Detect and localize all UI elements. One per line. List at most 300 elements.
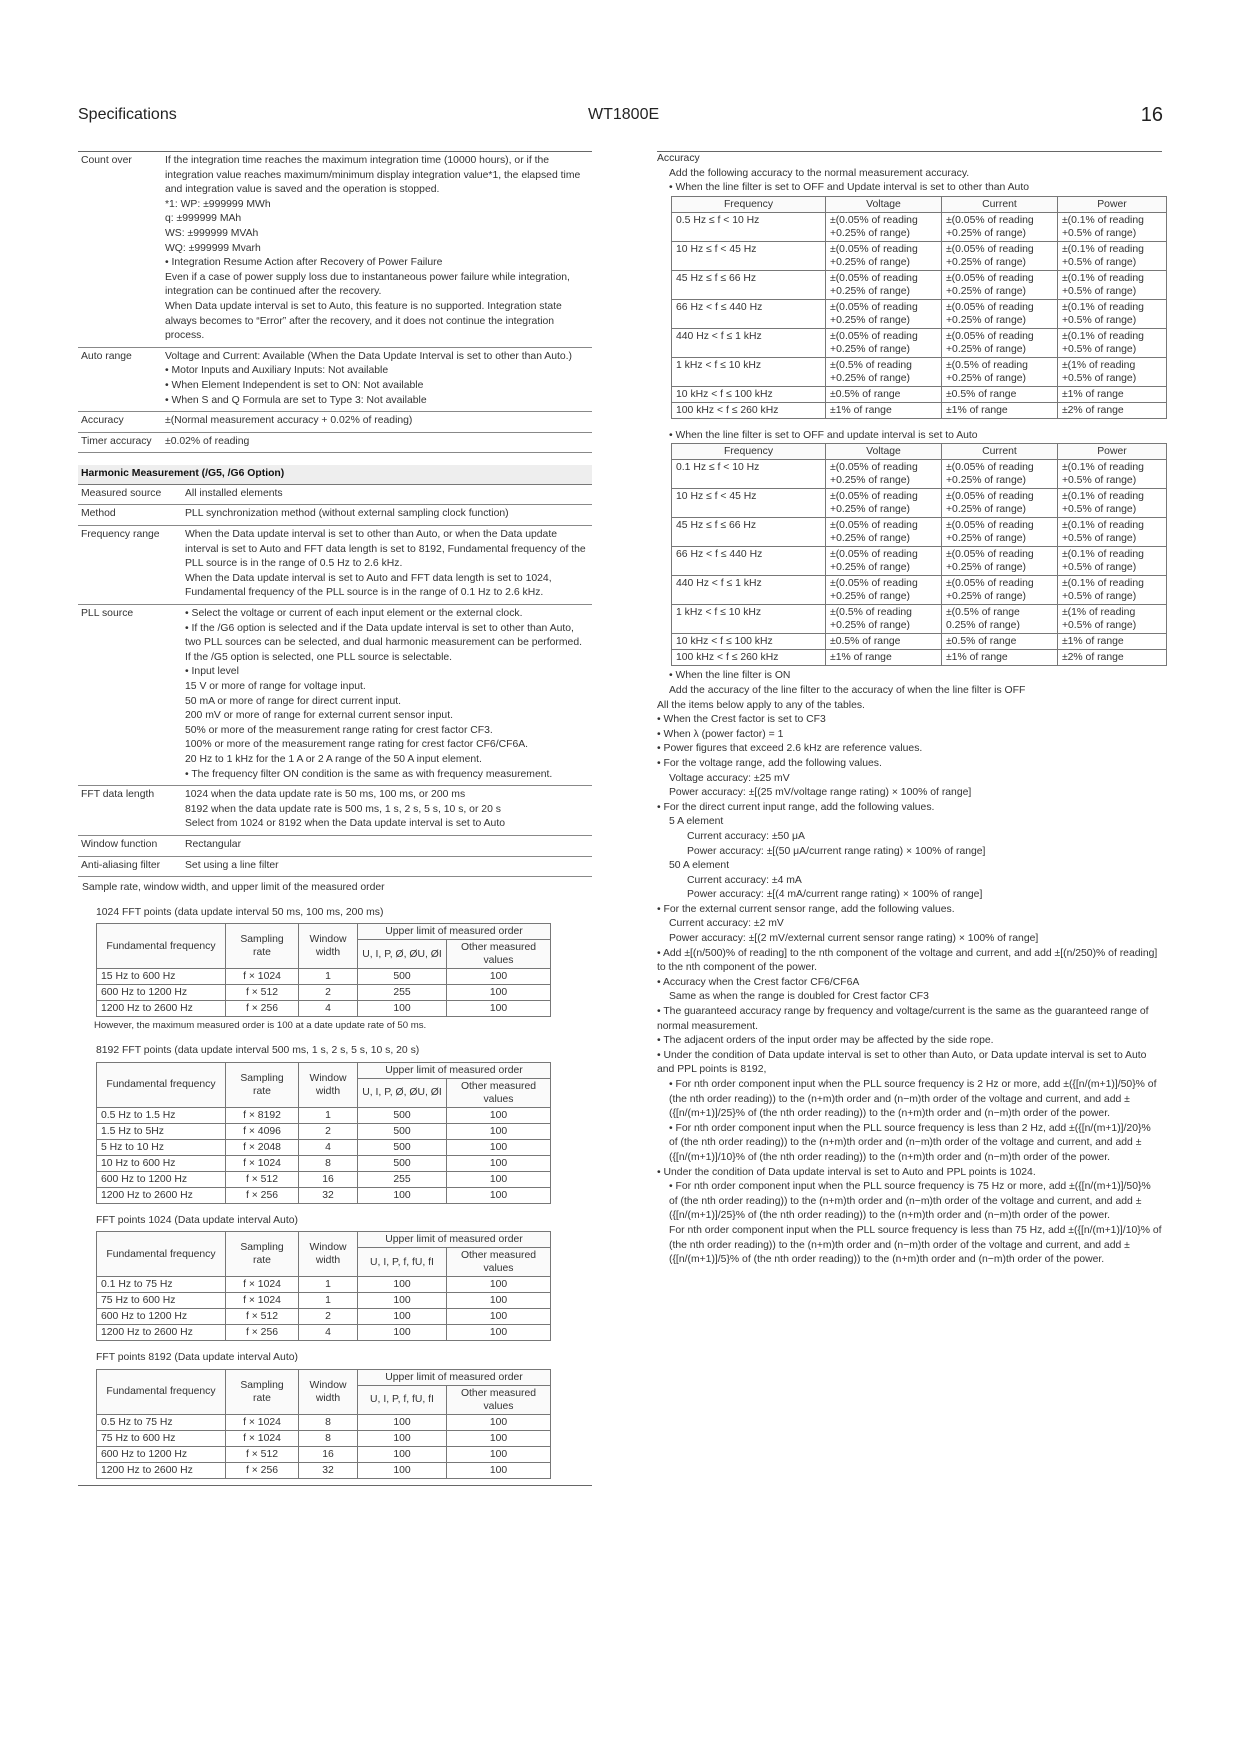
fft-cell: f × 256 (226, 1001, 299, 1017)
fft-table-caption: FFT points 1024 (Data update interval Auto) (96, 1214, 298, 1226)
fft-cell: 600 Hz to 1200 Hz (97, 985, 226, 1001)
accuracy-note: • For nth order component input when the PLL source frequency is 75 Hz or more, add ±({[n/(m+1)]/50}% of (the nth order reading)) to the (n+m)th order and (n−m)th order of the voltage and current, and add ±({[n/(m+1)]/25}% of (the nth order reading)) to the (n+m)th order and (n−m)th order of the power. (669, 1181, 1151, 1222)
fft-cell: 5 Hz to 10 Hz (97, 1139, 226, 1155)
fft-cell: f × 8192 (226, 1107, 299, 1123)
accuracy-cell: ±(0.05% of reading +0.25% of range) (941, 489, 1057, 518)
accuracy-row (672, 460, 1167, 489)
accuracy-cell: ±(0.1% of reading +0.5% of range) (1057, 547, 1166, 576)
accuracy-cell: ±(0.05% of reading +0.25% of range) (826, 299, 942, 328)
fft-cell: 0.1 Hz to 75 Hz (97, 1277, 226, 1293)
accuracy-header-row (672, 444, 1167, 460)
fft-cell: 8 (299, 1155, 358, 1171)
accuracy-cell: ±0.5% of range (826, 634, 942, 650)
accuracy-cell: ±(0.05% of reading +0.25% of range) (826, 518, 942, 547)
integration-key: Auto range (78, 347, 162, 411)
integration-key: Timer accuracy (78, 432, 162, 453)
fft-header-row (97, 1062, 551, 1078)
accuracy-note: • For nth order component input when the PLL source frequency is less than 2 Hz, add ±({[n/(m+1)]/20}% of (the nth order reading)) to the (n+m)th order and (n−m)th order of the voltage and current, and add ±({[n/(m+1)]/10}% of (the nth order reading)) to the (n+m)th order and (n−m)th order of the power. (669, 1122, 1151, 1163)
accuracy-cell: 10 kHz < f ≤ 100 kHz (672, 386, 826, 402)
fft-table-row (97, 1462, 551, 1478)
accuracy-note: 5 A element (669, 816, 724, 828)
accuracy-cell: ±(0.1% of reading +0.5% of range) (1057, 212, 1166, 241)
accuracy-note: • For nth order component input when the PLL source frequency is 2 Hz or more, add ±({[n/(m+1)]/50}% of (the nth order reading)) to the (n+m)th order and (n−m)th order of the voltage and current, and add ±({[n/(m+1)]/25}% of (the nth order reading)) to the (n+m)th order and (n−m)th order of the power. (669, 1079, 1157, 1120)
fft-cell: 100 (447, 1446, 551, 1462)
fft-cell: 16 (299, 1171, 358, 1187)
accuracy-cell: 66 Hz < f ≤ 440 Hz (672, 547, 826, 576)
accuracy-note: All the items below apply to any of the tables. (657, 699, 865, 711)
fft-cell: f × 1024 (226, 1293, 299, 1309)
fft-header-frequency: Fundamental frequency (97, 1369, 226, 1414)
accuracy-cell: ±(0.05% of reading +0.25% of range) (941, 328, 1057, 357)
accuracy-note: Power accuracy: ±[(50 μA/current range rating) × 100% of range] (687, 845, 986, 857)
accuracy-cell: ±(0.1% of reading +0.5% of range) (1057, 328, 1166, 357)
accuracy-row (672, 357, 1167, 386)
fft-cell: 100 (358, 1325, 447, 1341)
fft-cell: f × 256 (226, 1462, 299, 1478)
fft-cell: 100 (447, 1123, 551, 1139)
fft-cell: 100 (358, 1293, 447, 1309)
fft-cell: f × 512 (226, 1446, 299, 1462)
fft-cell: 100 (447, 1155, 551, 1171)
accuracy-note: For nth order component input when the PLL source frequency is less than 75 Hz, add ±({[n/(m+1)]/10}% of (the nth order reading)) to the (n+m)th order and (n−m)th order of the voltage and current, and add ±({[n/(m+1)]/5}% of (the nth order reading)) to the (n+m)th order and (n−m)th order of the power. (669, 1224, 1162, 1266)
fft-cell: 0.5 Hz to 1.5 Hz (97, 1107, 226, 1123)
accuracy-cell: 10 Hz ≤ f < 45 Hz (672, 489, 826, 518)
fft-cell: 100 (447, 1139, 551, 1155)
fft-cell: 2 (299, 985, 358, 1001)
harmonic-value: Rectangular (182, 835, 592, 856)
fft-table-row (97, 1139, 551, 1155)
fft-header-row (97, 1369, 551, 1385)
accuracy-cell: 1 kHz < f ≤ 10 kHz (672, 357, 826, 386)
accuracy-row (672, 270, 1167, 299)
fft-cell: 15 Hz to 600 Hz (97, 969, 226, 985)
accuracy-cell: ±(0.1% of reading +0.5% of range) (1057, 489, 1166, 518)
fft-table (96, 923, 551, 1017)
fft-table-row (97, 1001, 551, 1017)
accuracy-cell: ±2% of range (1057, 650, 1166, 666)
accuracy-cell: ±(0.5% of range 0.25% of range) (941, 605, 1057, 634)
fft-cell: 32 (299, 1462, 358, 1478)
integration-row (78, 412, 592, 433)
fft-cell: f × 256 (226, 1187, 299, 1203)
accuracy-notes (657, 669, 1162, 1267)
accuracy-cell: 45 Hz ≤ f ≤ 66 Hz (672, 270, 826, 299)
accuracy-cell: ±(0.05% of reading +0.25% of range) (941, 270, 1057, 299)
accuracy-cell: ±1% of range (941, 402, 1057, 418)
accuracy-cell: ±(0.05% of reading +0.25% of range) (941, 460, 1057, 489)
accuracy-cell: ±(0.1% of reading +0.5% of range) (1057, 460, 1166, 489)
accuracy-note: • Power figures that exceed 2.6 kHz are reference values. (657, 743, 923, 755)
fft-cell: 100 (447, 1277, 551, 1293)
accuracy-row (672, 547, 1167, 576)
fft-table-note: However, the maximum measured order is 100 at a date update rate of 50 ms. (94, 1020, 427, 1032)
accuracy-cell: 10 kHz < f ≤ 100 kHz (672, 634, 826, 650)
harmonic-value: PLL synchronization method (without external sampling clock function) (182, 505, 592, 526)
accuracy-header-cell: Voltage (826, 444, 942, 460)
fft-header-window-width: Window width (299, 1062, 358, 1107)
accuracy-cell: ±0.5% of range (941, 634, 1057, 650)
accuracy-cell: 100 kHz < f ≤ 260 kHz (672, 650, 826, 666)
accuracy-row (672, 634, 1167, 650)
fft-table-row (97, 1277, 551, 1293)
accuracy-header-cell: Frequency (672, 196, 826, 212)
fft-cell: 0.5 Hz to 75 Hz (97, 1414, 226, 1430)
fft-table-row (97, 1123, 551, 1139)
integration-key: Count over (78, 152, 162, 347)
fft-cell: 100 (447, 985, 551, 1001)
fft-cell: 500 (358, 1123, 447, 1139)
fft-table-row (97, 1187, 551, 1203)
fft-cell: 2 (299, 1309, 358, 1325)
accuracy-cell: ±(0.1% of reading +0.5% of range) (1057, 270, 1166, 299)
fft-cell: f × 1024 (226, 1155, 299, 1171)
accuracy-cell: ±1% of range (941, 650, 1057, 666)
fft-cell: 32 (299, 1187, 358, 1203)
accuracy-cell: 45 Hz ≤ f ≤ 66 Hz (672, 518, 826, 547)
fft-table (96, 1062, 551, 1204)
integration-value: ±(Normal measurement accuracy + 0.02% of reading) (162, 412, 592, 433)
harmonic-key: Anti-aliasing filter (78, 856, 182, 877)
fft-cell: f × 1024 (226, 1277, 299, 1293)
accuracy-cell: ±(0.5% of reading +0.25% of range) (826, 605, 942, 634)
accuracy-table2-caption: • When the line filter is set to OFF and update interval is set to Auto (669, 429, 978, 441)
fft-header-other: Other measured values (447, 1385, 551, 1414)
harmonic-spec-table (78, 485, 592, 877)
fft-cell: 1200 Hz to 2600 Hz (97, 1325, 226, 1341)
fft-header-upper-limit: Upper limit of measured order (358, 1062, 551, 1078)
fft-header-sampling-rate: Sampling rate (226, 1062, 299, 1107)
left-column (78, 152, 592, 1486)
harmonic-key: PLL source (78, 605, 182, 786)
fft-cell: 100 (447, 1325, 551, 1341)
accuracy-cell: ±0.5% of range (941, 386, 1057, 402)
fft-cell: f × 1024 (226, 1430, 299, 1446)
fft-cell: 1 (299, 1277, 358, 1293)
accuracy-cell: 100 kHz < f ≤ 260 kHz (672, 402, 826, 418)
accuracy-cell: ±(0.5% of reading +0.25% of range) (826, 357, 942, 386)
accuracy-note: • When the Crest factor is set to CF3 (657, 714, 826, 726)
fft-cell: 8 (299, 1430, 358, 1446)
fft-cell: 100 (447, 1430, 551, 1446)
accuracy-cell: ±1% of range (826, 402, 942, 418)
fft-cell: 500 (358, 1107, 447, 1123)
harmonic-key: Measured source (78, 485, 182, 505)
accuracy-cell: ±(0.05% of reading +0.25% of range) (826, 270, 942, 299)
fft-cell: f × 512 (226, 985, 299, 1001)
accuracy-note: • For the external current sensor range, add the following values. (657, 903, 955, 915)
accuracy-header-cell: Voltage (826, 196, 942, 212)
fft-cell: 100 (358, 1277, 447, 1293)
accuracy-cell: ±(0.1% of reading +0.5% of range) (1057, 241, 1166, 270)
fft-cell: f × 4096 (226, 1123, 299, 1139)
fft-table-row (97, 1293, 551, 1309)
harmonic-row (78, 835, 592, 856)
harmonic-row (78, 605, 592, 786)
fft-cell: 255 (358, 1171, 447, 1187)
fft-header-upper-limit: Upper limit of measured order (358, 1369, 551, 1385)
fft-cell: 1 (299, 1107, 358, 1123)
accuracy-cell: ±(0.1% of reading +0.5% of range) (1057, 576, 1166, 605)
accuracy-header-row (672, 196, 1167, 212)
fft-cell: 100 (447, 1309, 551, 1325)
sample-rate-intro: Sample rate, window width, and upper limit of the measured order (82, 882, 385, 894)
fft-cell: 600 Hz to 1200 Hz (97, 1171, 226, 1187)
fft-header-sampling-rate: Sampling rate (226, 1232, 299, 1277)
fft-header-sampling-rate: Sampling rate (226, 924, 299, 969)
harmonic-value: • Select the voltage or current of each input element or the external clock. • If the /G6 option is selected and if the Data update interval is set to other than Auto, two PLL sources can be selected, and dual harmonic measurement can be performed. If the /G5 option is selected, one PLL source is selectable. • Input level 15 V or more of range for voltage input. 50 mA or more of range for direct current input. 200 mV or more of range for external current sensor input. 50% or more of the measurement range rating for crest factor CF3. 100% or more of the measurement range rating for crest factor CF6/CF6A. 20 Hz to 1 kHz for the 1 A or 2 A range of the 50 A input element. • The frequency filter ON condition is the same as with frequency measurement. (182, 605, 592, 786)
accuracy-cell: ±1% of range (1057, 386, 1166, 402)
harmonic-key: Method (78, 505, 182, 526)
accuracy-row (672, 299, 1167, 328)
accuracy-note: Power accuracy: ±[(25 mV/voltage range rating) × 100% of range] (669, 787, 972, 799)
fft-cell: f × 1024 (226, 969, 299, 985)
fft-cell: 4 (299, 1325, 358, 1341)
accuracy-cell: 1 kHz < f ≤ 10 kHz (672, 605, 826, 634)
accuracy-header-cell: Current (941, 444, 1057, 460)
accuracy-note: • Under the condition of Data update interval is set to Auto and PPL points is 1024. (657, 1166, 1036, 1178)
fft-cell: 1 (299, 1293, 358, 1309)
accuracy-note: Current accuracy: ±4 mA (687, 874, 802, 886)
accuracy-title: Accuracy (657, 153, 700, 164)
accuracy-row (672, 402, 1167, 418)
accuracy-cell: ±(0.1% of reading +0.5% of range) (1057, 518, 1166, 547)
accuracy-intro: Add the following accuracy to the normal measurement accuracy. (669, 167, 970, 179)
accuracy-note: Power accuracy: ±[(4 mA/current range rating) × 100% of range] (687, 889, 983, 901)
fft-header-other: Other measured values (447, 940, 551, 969)
fft-header-frequency: Fundamental frequency (97, 1062, 226, 1107)
fft-cell: 100 (447, 1293, 551, 1309)
fft-header-row (97, 1232, 551, 1248)
fft-table-row (97, 1446, 551, 1462)
fft-cell: f × 512 (226, 1171, 299, 1187)
fft-cell: 100 (358, 1001, 447, 1017)
accuracy-note: Current accuracy: ±2 mV (669, 918, 784, 930)
fft-cell: 2 (299, 1123, 358, 1139)
accuracy-cell: ±1% of range (1057, 634, 1166, 650)
accuracy-note: • For the voltage range, add the following values. (657, 757, 882, 769)
accuracy-note: • The guaranteed accuracy range by frequency and voltage/current is the same as the guaranteed range of normal measurement. (657, 1006, 1149, 1032)
accuracy-table1-caption: • When the line filter is set to OFF and Update interval is set to other than Auto (669, 182, 1029, 194)
fft-cell: 500 (358, 1139, 447, 1155)
fft-cell: f × 2048 (226, 1139, 299, 1155)
fft-table-caption: 1024 FFT points (data update interval 50 ms, 100 ms, 200 ms) (96, 906, 384, 918)
fft-cell: 1200 Hz to 2600 Hz (97, 1001, 226, 1017)
accuracy-cell: ±(0.05% of reading +0.25% of range) (826, 547, 942, 576)
harmonic-value: 1024 when the data update rate is 50 ms, 100 ms, or 200 ms 8192 when the data update rate is 500 ms, 1 s, 2 s, 5 s, 10 s, or 20 s Select from 1024 or 8192 when the Data update interval is set to Auto (182, 786, 592, 836)
fft-cell: 100 (358, 1187, 447, 1203)
fft-cell: 100 (358, 1446, 447, 1462)
fft-table-row (97, 1155, 551, 1171)
harmonic-value: All installed elements (182, 485, 592, 505)
accuracy-note: • Add ±[(n/500)% of reading] to the nth component of the voltage and current, and add ±[(n/250)% of reading] to the nth component of the power. (657, 947, 1158, 974)
fft-header-upper-limit: Upper limit of measured order (358, 924, 551, 940)
accuracy-row (672, 489, 1167, 518)
accuracy-header-cell: Power (1057, 444, 1166, 460)
harmonic-key: Window function (78, 835, 182, 856)
fft-cell: f × 256 (226, 1325, 299, 1341)
accuracy-table-1 (671, 196, 1167, 419)
harmonic-key: FFT data length (78, 786, 182, 836)
fft-cell: 100 (447, 1171, 551, 1187)
accuracy-header-cell: Current (941, 196, 1057, 212)
fft-cell: 600 Hz to 1200 Hz (97, 1309, 226, 1325)
accuracy-note: Same as when the range is doubled for Crest factor CF3 (669, 991, 929, 1003)
fft-table-row (97, 1325, 551, 1341)
accuracy-cell: ±(0.05% of reading +0.25% of range) (826, 460, 942, 489)
accuracy-cell: 10 Hz ≤ f < 45 Hz (672, 241, 826, 270)
accuracy-row (672, 650, 1167, 666)
accuracy-cell: ±(0.05% of reading +0.25% of range) (826, 241, 942, 270)
accuracy-cell: 66 Hz < f ≤ 440 Hz (672, 299, 826, 328)
harmonic-row (78, 856, 592, 877)
fft-cell: 16 (299, 1446, 358, 1462)
fft-cell: 100 (447, 1001, 551, 1017)
fft-cell: 255 (358, 985, 447, 1001)
accuracy-cell: ±(1% of reading +0.5% of range) (1057, 605, 1166, 634)
fft-cell: 100 (447, 1107, 551, 1123)
integration-row (78, 432, 592, 453)
accuracy-cell: ±(0.1% of reading +0.5% of range) (1057, 299, 1166, 328)
fft-cell: 600 Hz to 1200 Hz (97, 1446, 226, 1462)
fft-header-upi: U, I, P, Ø, ØU, ØI (358, 940, 447, 969)
accuracy-note: Voltage accuracy: ±25 mV (669, 772, 790, 784)
accuracy-cell: 0.1 Hz ≤ f < 10 Hz (672, 460, 826, 489)
right-column (657, 152, 1162, 1268)
fft-cell: 100 (358, 1430, 447, 1446)
accuracy-note: Power accuracy: ±[(2 mV/external current sensor range rating) × 100% of range] (669, 933, 1039, 945)
fft-tables (78, 906, 592, 1479)
fft-table-row (97, 1414, 551, 1430)
fft-header-upper-limit: Upper limit of measured order (358, 1232, 551, 1248)
accuracy-note: Current accuracy: ±50 μA (687, 830, 805, 842)
accuracy-cell: 440 Hz < f ≤ 1 kHz (672, 328, 826, 357)
fft-cell: 10 Hz to 600 Hz (97, 1155, 226, 1171)
accuracy-note: • Accuracy when the Crest factor CF6/CF6A (657, 976, 860, 988)
accuracy-row (672, 328, 1167, 357)
accuracy-cell: ±0.5% of range (826, 386, 942, 402)
accuracy-cell: ±(0.05% of reading +0.25% of range) (941, 212, 1057, 241)
accuracy-row (672, 241, 1167, 270)
fft-header-window-width: Window width (299, 1232, 358, 1277)
accuracy-cell: ±2% of range (1057, 402, 1166, 418)
fft-cell: 8 (299, 1414, 358, 1430)
accuracy-cell: ±(0.05% of reading +0.25% of range) (826, 212, 942, 241)
harmonic-row (78, 505, 592, 526)
left-bottom-rule (78, 1485, 592, 1486)
fft-cell: 500 (358, 969, 447, 985)
fft-cell: 1200 Hz to 2600 Hz (97, 1187, 226, 1203)
accuracy-table-2 (671, 443, 1167, 666)
fft-header-frequency: Fundamental frequency (97, 924, 226, 969)
harmonic-section-title: Harmonic Measurement (/G5, /G6 Option) (78, 465, 592, 485)
integration-value: Voltage and Current: Available (When the Data Update Interval is set to other than Auto.) • Motor Inputs and Auxiliary Inputs: Not available • When Element Independent is set to ON: Not available • When S and Q Formula are set to Type 3: Not available (162, 347, 592, 411)
accuracy-cell: 0.5 Hz ≤ f < 10 Hz (672, 212, 826, 241)
accuracy-header-cell: Power (1057, 196, 1166, 212)
fft-table-row (97, 1309, 551, 1325)
fft-cell: 1 (299, 969, 358, 985)
accuracy-cell: ±(0.05% of reading +0.25% of range) (941, 576, 1057, 605)
accuracy-note: Add the accuracy of the line filter to the accuracy of when the line filter is OFF (669, 684, 1026, 696)
fft-header-window-width: Window width (299, 924, 358, 969)
accuracy-header-cell: Frequency (672, 444, 826, 460)
page-header-model: WT1800E (588, 106, 660, 123)
accuracy-row (672, 386, 1167, 402)
accuracy-cell: ±1% of range (826, 650, 942, 666)
accuracy-cell: ±(0.5% of reading +0.25% of range) (941, 357, 1057, 386)
integration-spec-table (78, 152, 592, 453)
fft-table-row (97, 969, 551, 985)
fft-cell: 4 (299, 1001, 358, 1017)
accuracy-note: • When the line filter is ON (669, 670, 791, 682)
accuracy-cell: ±(1% of reading +0.5% of range) (1057, 357, 1166, 386)
fft-cell: 500 (358, 1155, 447, 1171)
fft-table (96, 1369, 551, 1479)
fft-cell: 75 Hz to 600 Hz (97, 1293, 226, 1309)
accuracy-cell: ±(0.05% of reading +0.25% of range) (941, 547, 1057, 576)
fft-cell: 100 (447, 1462, 551, 1478)
fft-table-caption: FFT points 8192 (Data update interval Auto) (96, 1352, 298, 1364)
accuracy-note: • The adjacent orders of the input order may be affected by the side rope. (657, 1035, 994, 1047)
accuracy-note: 50 A element (669, 860, 730, 872)
fft-cell: 100 (447, 1414, 551, 1430)
fft-cell: 4 (299, 1139, 358, 1155)
fft-cell: 100 (358, 1309, 447, 1325)
accuracy-note: • When λ (power factor) = 1 (657, 728, 784, 740)
accuracy-cell: ±(0.05% of reading +0.25% of range) (941, 241, 1057, 270)
harmonic-key: Frequency range (78, 526, 182, 605)
fft-header-other: Other measured values (447, 1078, 551, 1107)
fft-cell: 100 (358, 1462, 447, 1478)
fft-table-row (97, 1107, 551, 1123)
accuracy-row (672, 605, 1167, 634)
fft-cell: 75 Hz to 600 Hz (97, 1430, 226, 1446)
fft-header-upi: U, I, P, f, fU, fI (358, 1385, 447, 1414)
accuracy-note: • For the direct current input range, add the following values. (657, 801, 935, 813)
fft-header-frequency: Fundamental frequency (97, 1232, 226, 1277)
accuracy-cell: ±(0.05% of reading +0.25% of range) (826, 328, 942, 357)
harmonic-value: Set using a line filter (182, 856, 592, 877)
fft-table (96, 1231, 551, 1341)
integration-row (78, 347, 592, 411)
harmonic-row (78, 526, 592, 605)
fft-header-row (97, 924, 551, 940)
fft-table-row (97, 1430, 551, 1446)
page-header-left: Specifications (78, 106, 177, 123)
fft-header-window-width: Window width (299, 1369, 358, 1414)
fft-cell: 100 (358, 1414, 447, 1430)
accuracy-cell: ±(0.05% of reading +0.25% of range) (941, 518, 1057, 547)
fft-cell: 1.5 Hz to 5Hz (97, 1123, 226, 1139)
accuracy-row (672, 518, 1167, 547)
harmonic-row (78, 485, 592, 505)
harmonic-value: When the Data update interval is set to other than Auto, or when the Data update interval is set to Auto and FFT data length is set to 8192, Fundamental frequency of the PLL source is in the range of 0.5 Hz to 2.6 kHz. When the Data update interval is set to Auto and FFT data length is set to 1024, Fundamental frequency of the PLL source is in the range of 0.1 Hz to 2.6 kHz. (182, 526, 592, 605)
accuracy-row (672, 576, 1167, 605)
fft-table-row (97, 985, 551, 1001)
fft-header-other: Other measured values (447, 1248, 551, 1277)
fft-header-upi: U, I, P, Ø, ØU, ØI (358, 1078, 447, 1107)
integration-key: Accuracy (78, 412, 162, 433)
fft-cell: f × 512 (226, 1309, 299, 1325)
accuracy-cell: ±(0.05% of reading +0.25% of range) (941, 299, 1057, 328)
fft-cell: f × 1024 (226, 1414, 299, 1430)
accuracy-cell: 440 Hz < f ≤ 1 kHz (672, 576, 826, 605)
integration-value: ±0.02% of reading (162, 432, 592, 453)
fft-header-upi: U, I, P, f, fU, fI (358, 1248, 447, 1277)
page-number: 16 (1140, 104, 1163, 126)
accuracy-row (672, 212, 1167, 241)
fft-header-sampling-rate: Sampling rate (226, 1369, 299, 1414)
fft-cell: 100 (447, 969, 551, 985)
